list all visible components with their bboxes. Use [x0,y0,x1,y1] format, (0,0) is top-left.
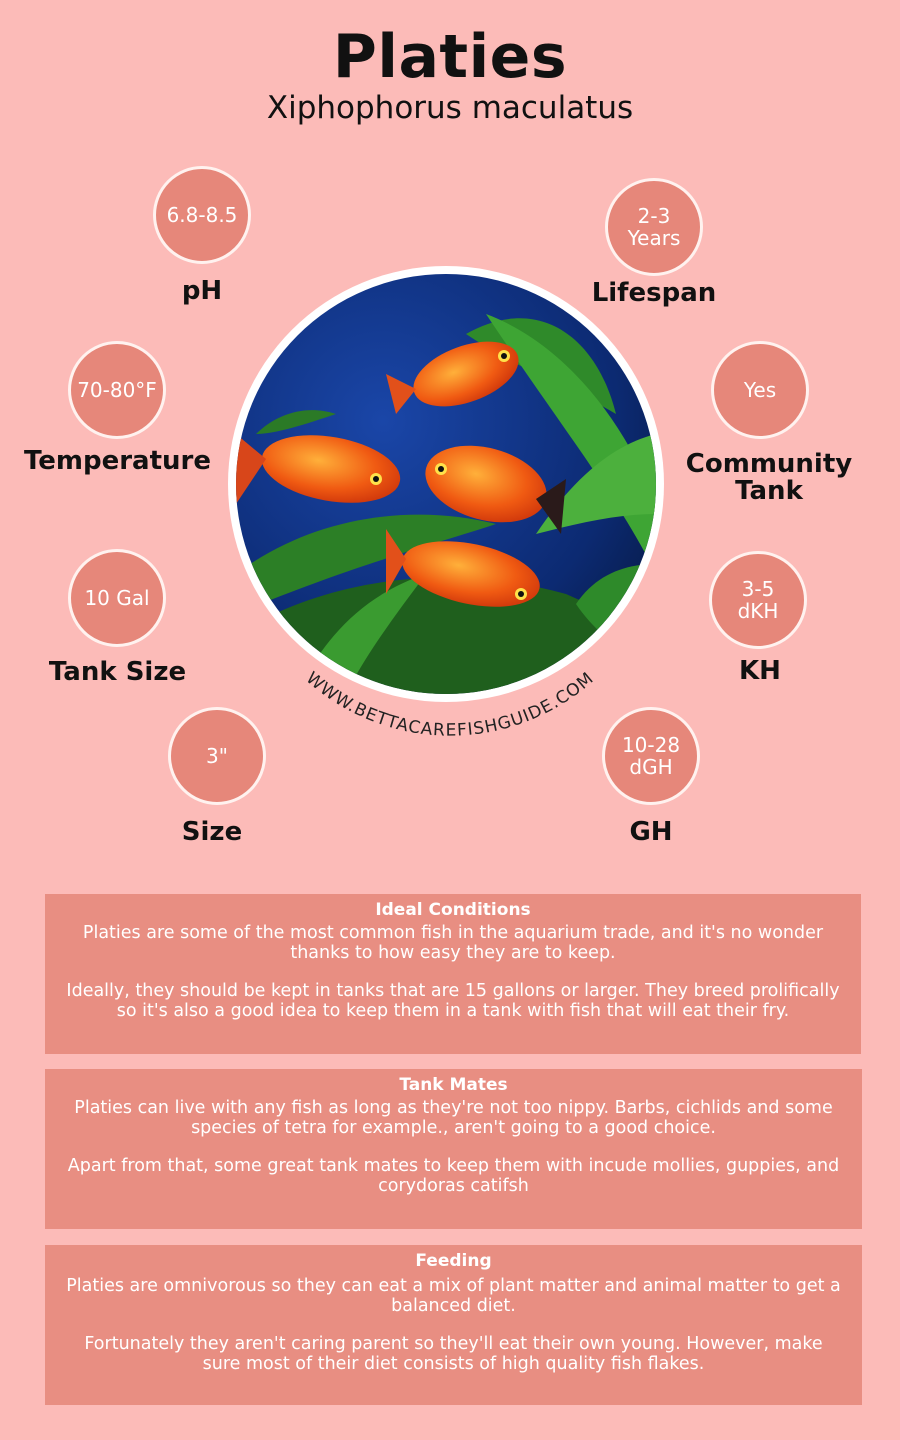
card-heading: Tank Mates [399,1075,508,1095]
card-paragraph: Fortunately they aren't caring parent so they'll eat their own young. However, make sure most of their diet consists of high quality fish flakes. [84,1334,823,1374]
card-paragraph: Ideally, they should be kept in tanks that are 15 gallons or larger. They breed prolifically so it's also a good idea to keep them in a tank with fish that will eat their fry. [66,981,840,1021]
card-heading: Feeding [415,1251,492,1271]
community-tank-label: Community Tank [685,449,853,506]
card-paragraph: Platies are omnivorous so they can eat a mix of plant matter and animal matter to get a balanced diet. [66,1276,841,1316]
card-heading: Ideal Conditions [375,900,531,920]
size-value-badge [168,707,266,805]
lifespan-value-badge [605,178,703,276]
ideal-conditions-card [45,894,861,1054]
kh-value: 3-5 dKH [737,577,779,623]
temperature-value-badge [68,341,166,439]
community-tank-value: Yes [743,378,777,402]
temperature-label: Temperature [23,446,211,476]
size-label: Size [181,817,243,847]
ph-value-badge [153,166,251,264]
lifespan-value: 2-3 Years [627,204,681,250]
ph-value: 6.8-8.5 [166,203,238,227]
size-value: 3" [206,744,228,768]
gh-value-badge [602,707,700,805]
tank-size-label: Tank Size [48,657,187,687]
gh-value: 10-28 dGH [621,733,681,779]
card-paragraph: Platies can live with any fish as long as they're not too nippy. Barbs, cichlids and some species of tetra for example., aren't going to a good choice. [74,1098,833,1138]
ph-label: pH [181,276,223,306]
tank-size-value-badge [68,549,166,647]
community-tank-value-badge [711,341,809,439]
card-paragraph: Apart from that, some great tank mates to keep them with incude mollies, guppies, and corydoras catifsh [67,1156,840,1196]
tank-size-value: 10 Gal [84,586,150,610]
fish-illustration [236,274,656,694]
tank-mates-card [45,1069,862,1229]
kh-label: KH [739,656,781,686]
lifespan-label: Lifespan [591,278,717,308]
website-url: WWW.BETTACAREFISHGUIDE.COM [301,668,599,741]
temperature-value: 70-80°F [77,378,157,402]
scientific-name: Xiphophorus maculatus [266,90,634,126]
kh-value-badge [709,551,807,649]
gh-label: GH [629,817,673,847]
fish-photo [228,266,664,702]
card-paragraph: Platies are some of the most common fish in the aquarium trade, and it's no wonder thanks to how easy they are to keep. [82,923,824,963]
page-title: Platies [332,22,568,92]
feeding-card [45,1245,862,1405]
